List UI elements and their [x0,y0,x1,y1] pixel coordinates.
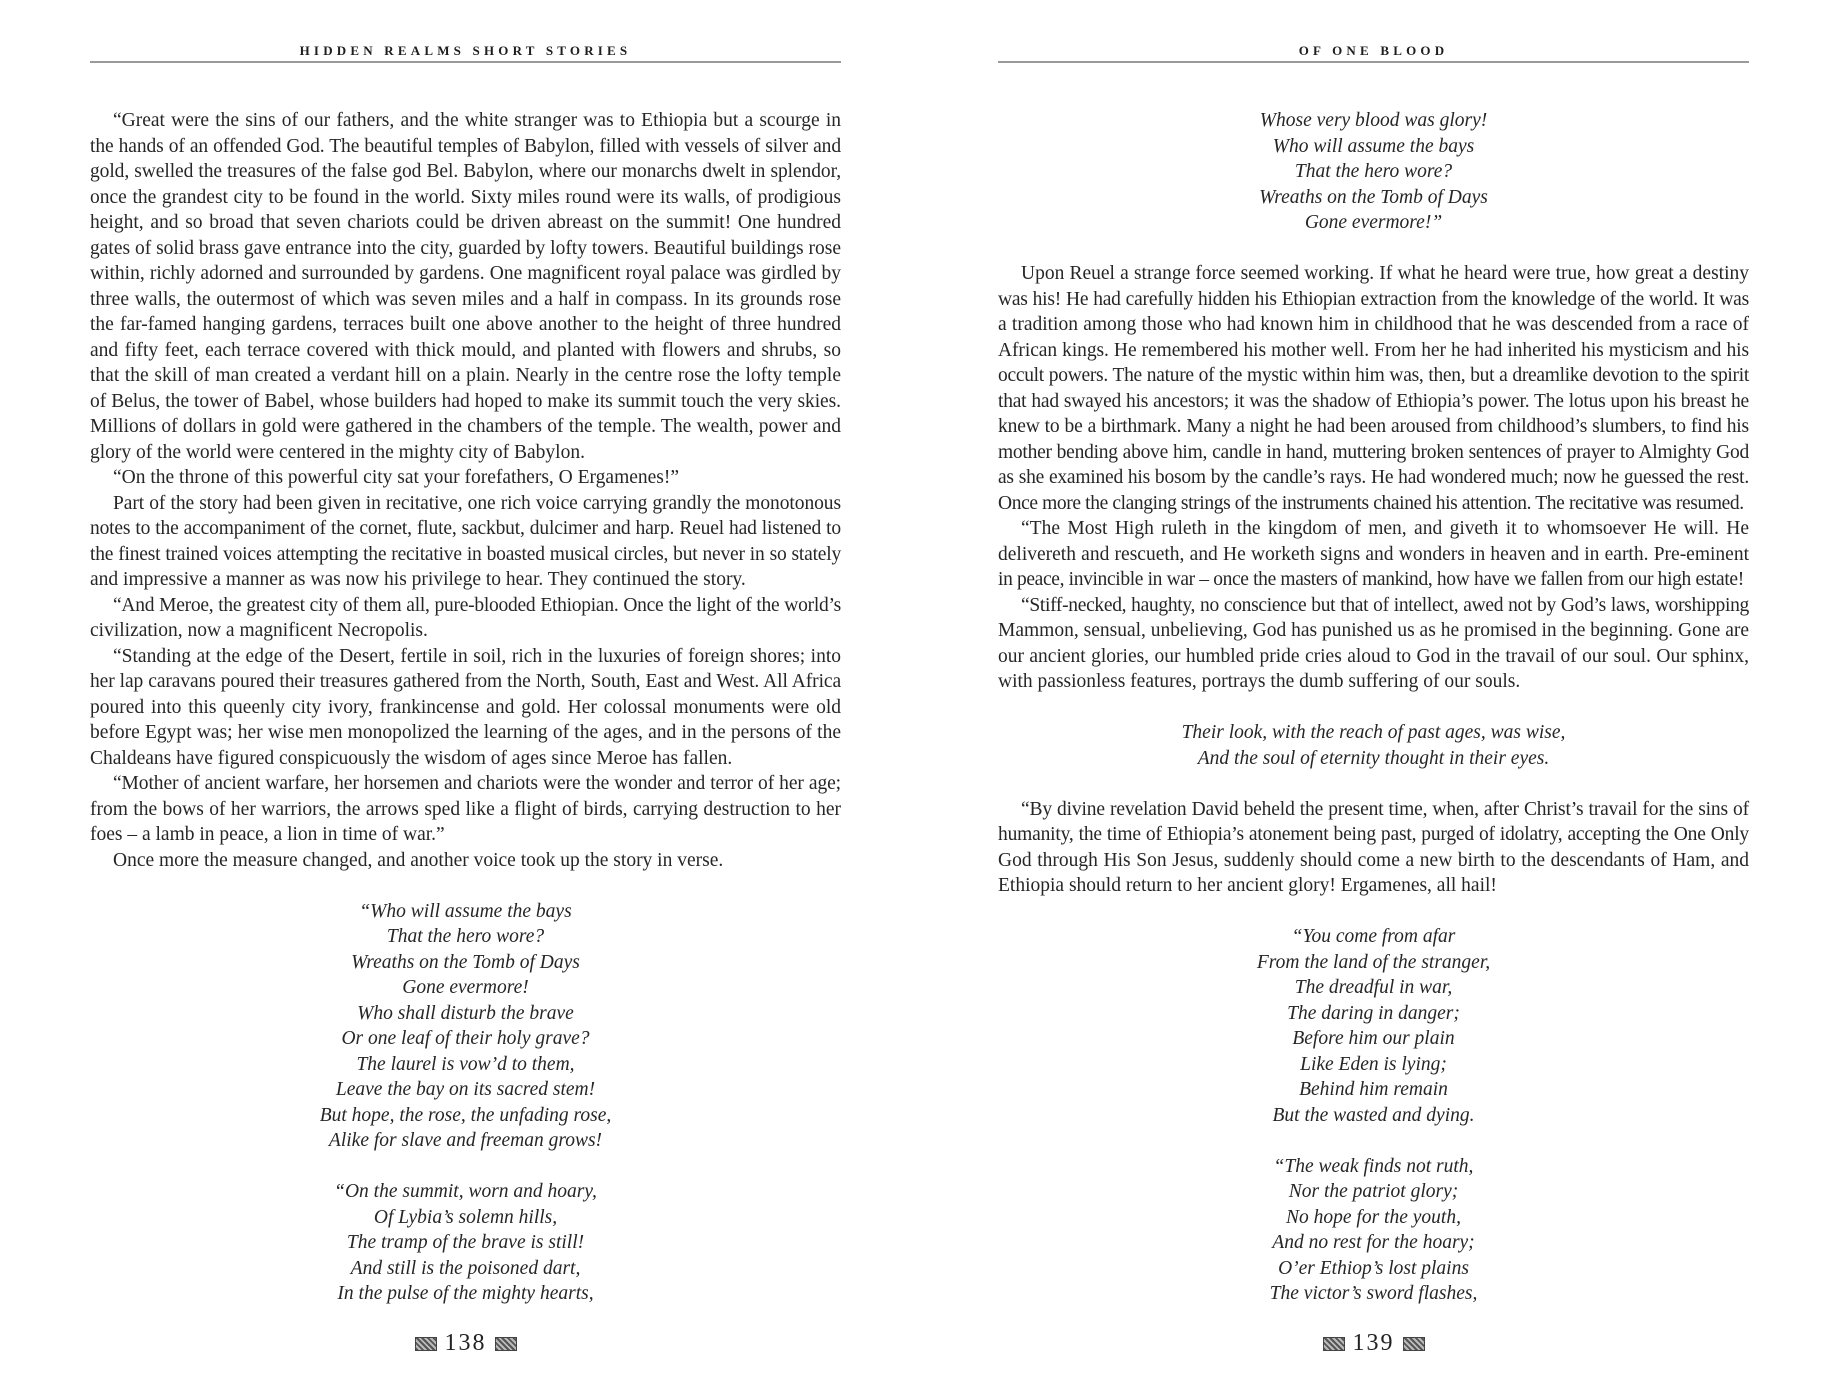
text-line: gates of solid brass gave entrance into the city, guarded by lofty towers. Beautiful buildings rose [90,237,841,259]
text-line: within, richly adorned and surrounded by gardens. One magnificent royal palace was girdled by [90,263,841,284]
blank-line [998,1128,1749,1154]
text-line: “Mother of ancient warfare, her horsemen and chariots were the wonder and terror of her age; [113,773,841,794]
running-head: HIDDEN REALMS SHORT STORIES [299,43,632,58]
text-line: “The Most High ruleth in the kingdom of men, and giveth it to whomsoever He will. He [1021,518,1749,539]
verse-line: In the pulse of the mighty hearts, [337,1283,594,1304]
blank-line [90,1154,841,1180]
verse-line: Who shall disturb the brave [357,1002,574,1024]
page-number: 139 [1352,1330,1395,1356]
text-line: humanity, the time of Ethiopia’s atonement being past, purged of idolatry, accepting the One Only [998,824,1749,845]
paragraph [998,516,1749,593]
text-line: our ancient glories, our humbled pride cries aloud to God in the travail of our soul. Our sphinx, [998,645,1749,667]
text-line: civilization, now a magnificent Necropolis. [90,620,428,641]
text-line: that had swayed his ancestors; it was the shadow of Ethiopia’s power. The lotus upon his breast he [998,390,1749,412]
verse-line: Whose very blood was glory! [1259,110,1488,131]
text-line: that the skill of man created a verdant hill on a plain. Nearly in the centre rose the lofty temple [90,365,841,386]
text-line: African kings. He remembered his mother well. From her he had inherited his mysticism and his [998,339,1749,361]
blank-line [998,236,1749,262]
verse-line: Alike for slave and freeman grows! [328,1130,603,1151]
verse-line: O’er Ethiop’s lost plains [1278,1257,1469,1279]
text-line: Chaldeans have figured conspicuously the wisdom of ages since Meroe has fallen. [90,747,733,769]
ornament-icon [1403,1337,1425,1351]
paragraph [998,593,1749,695]
text-line: gold, swelled the treasures of the false god Bel. Babylon, where our monarchs dwelt in splendor, [90,161,841,182]
page-number: 138 [444,1330,487,1356]
text-line: the hands of an offended God. The beautiful temples of Babylon, filled with vessels of silver and [90,135,841,157]
text-line: poured into this queenly city ivory, frankincense and gold. Her colossal monuments were old [90,696,841,718]
verse-line: And no rest for the hoary; [1272,1232,1475,1253]
text-line: “And Meroe, the greatest city of them all, pure-blooded Ethiopian. Once the light of the world’s [113,594,841,616]
text-line: Part of the story had been given in recitative, one rich voice carrying grandly the monotonous [113,492,841,514]
verse-line: The tramp of the brave is still! [346,1232,585,1253]
verse-line: Before him our plain [1292,1028,1455,1049]
verse-line: “On the summit, worn and hoary, [334,1181,597,1202]
text-line: once the grandest city to be found in the world. Sixty miles round were its walls, of prodigious [90,186,841,208]
text-line: before Egypt was; her wise men monopolized the learning of the ages, and in the persons of the [90,722,841,743]
text-line: her lap caravans poured their treasures gathered from the North, South, East and West. All Africa [90,671,841,692]
verse-line: And still is the poisoned dart, [350,1257,581,1279]
paragraph [90,644,841,772]
blank-line [998,771,1749,797]
text-line: and fifty feet, each terrace covered with thick mould, and planted with flowers and shrubs, so [90,339,841,361]
paragraph [998,261,1749,516]
paragraph [90,465,841,491]
verse-line: “Who will assume the bays [359,900,572,922]
text-line: mother bending above him, candle in hand, muttering broken sentences of prayer to Almighty God [998,441,1749,463]
header-rule [998,61,1749,63]
text-line: of Belus, the tower of Babel, whose builders had hoped to make its summit touch the very skies. [90,390,841,412]
text-line: glory of the world were centered in the mighty city of Babylon. [90,441,585,463]
text-line: knew to be a birthmark. Many a night he had been aroused from childhood’s slumbers, to find his [998,416,1749,437]
verse-line: “The weak finds not ruth, [1273,1155,1474,1177]
text-line: with passionless features, portrays the dumb suffering of our souls. [998,671,1521,692]
verse-line: Who will assume the bays [1272,135,1475,157]
header-rule [90,61,841,63]
running-head: OF ONE BLOOD [1298,43,1449,58]
text-line: delivereth and rescueth, and He worketh signs and wonders in heaven and in earth. Pre-eminent [998,543,1749,565]
text-line: height, and so broad that seven chariots could be driven abreast on the summit! One hundred [90,212,841,233]
verse-stanza [90,1179,841,1307]
text-line: “Stiff-necked, haughty, no conscience but that of intellect, awed not by God’s laws, worshipping [1021,594,1749,616]
text-line: a tradition among those who had known him in childhood that he was descended from a race of [998,314,1749,335]
blank-line [90,873,841,899]
verse-line: Gone evermore! [402,977,529,998]
verse-line: Gone evermore!” [1304,212,1443,233]
verse-line: Or one leaf of their holy grave? [341,1028,590,1049]
text-line: from the bows of her warriors, the arrows sped like a flight of birds, carrying destruction to her [90,798,841,820]
verse-line: No hope for the youth, [1286,1206,1461,1228]
verse-line: But the wasted and dying. [1272,1104,1475,1126]
text-line: notes to the accompaniment of the cornet, flute, sackbut, dulcimer and harp. Reuel had listened to [90,518,841,539]
text-line: Millions of dollars in gold were gathered in the chambers of the temple. The wealth, power and [90,416,841,437]
verse-stanza [998,1154,1749,1307]
verse-stanza [998,108,1749,236]
text-line: foes – a lamb in peace, a lion in time of war.” [90,824,445,845]
page-number-footer [90,1330,841,1357]
paragraph [998,797,1749,899]
verse-stanza [90,899,841,1154]
text-line: “Standing at the edge of the Desert, fertile in soil, rich in the luxuries of foreign shores; into [113,645,841,667]
text-line: Mammon, sensual, unbelieving, God has punished us as he promised in the beginning. Gone are [998,620,1749,641]
paragraph [90,593,841,644]
text-line: the finest trained voices attempting the recitative in boasted musical circles, but never in so stately [90,543,841,565]
left-page [90,0,841,1400]
paragraph [90,491,841,593]
text-line: the far-famed hanging gardens, terraces built one above another to the height of three hundred [90,314,841,335]
verse-line: The daring in danger; [1287,1002,1460,1024]
verse-line: That the hero wore? [1294,161,1453,182]
blank-line [998,695,1749,721]
page-body [90,108,841,1307]
paragraph [90,771,841,848]
verse-line: From the land of the stranger, [1256,951,1491,973]
text-line: occult powers. The nature of the mystic within him was, then, but a dreamlike devotion to the spirit [998,365,1749,386]
verse-line: Leave the bay on its sacred stem! [335,1079,596,1100]
text-line: Once more the clanging strings of the instruments chained his attention. The recitative was resumed. [998,492,1744,514]
verse-line: The dreadful in war, [1294,977,1453,998]
verse-stanza [998,924,1749,1128]
verse-line: And the soul of eternity thought in their eyes. [1197,747,1550,769]
verse-line: Nor the patriot glory; [1288,1181,1459,1202]
right-page [998,0,1749,1400]
verse-line: Wreaths on the Tomb of Days [351,951,580,973]
blank-line [998,899,1749,925]
text-line: in peace, invincible in war – once the masters of mankind, how have we fallen from our high estate! [998,569,1744,590]
verse-line: The laurel is vow’d to them, [356,1053,575,1075]
verse-line: Wreaths on the Tomb of Days [1259,186,1488,208]
text-line: as she examined his bosom by the candle’s rays. He had wondered much; now he guessed the rest. [998,467,1749,488]
text-line: three walls, the outermost of which was seven miles and a half in compass. In its grounds rose [90,288,841,310]
paragraph [90,108,841,465]
verse-line: That the hero wore? [386,926,545,947]
paragraph [90,848,841,874]
verse-line: Their look, with the reach of past ages, was wise, [1181,722,1566,743]
text-line: Ethiopia should return to her ancient glory! Ergamenes, all hail! [998,875,1497,896]
verse-line: Of Lybia’s solemn hills, [373,1206,558,1228]
ornament-icon [1323,1337,1345,1351]
text-line: “Great were the sins of our fathers, and the white stranger was to Ethiopia but a scourge in [113,110,841,131]
verse-line: “You come from afar [1291,926,1456,947]
text-line: Upon Reuel a strange force seemed working. If what he heard were true, how great a destiny [1021,263,1749,284]
ornament-icon [415,1337,437,1351]
page-number-footer [998,1330,1749,1357]
verse-stanza [998,720,1749,771]
verse-line: Behind him remain [1299,1079,1448,1100]
verse-line: The victor’s sword flashes, [1269,1283,1478,1304]
text-line: “By divine revelation David beheld the present time, when, after Christ’s travail for the sins of [1021,798,1749,820]
verse-line: Like Eden is lying; [1300,1053,1447,1075]
verse-line: But hope, the rose, the unfading rose, [319,1104,612,1126]
text-line: was his! He had carefully hidden his Ethiopian extraction from the knowledge of the world. It was [998,288,1749,310]
ornament-icon [495,1337,517,1351]
text-line: Once more the measure changed, and another voice took up the story in verse. [113,849,724,871]
page-body [998,108,1749,1307]
text-line: “On the throne of this powerful city sat your forefathers, O Ergamenes!” [113,467,680,488]
text-line: and impressive a manner as was now his privilege to hear. They continued the story. [90,569,746,590]
text-line: God through His Son Jesus, suddenly should come a new birth to the descendants of Ham, and [998,849,1749,871]
